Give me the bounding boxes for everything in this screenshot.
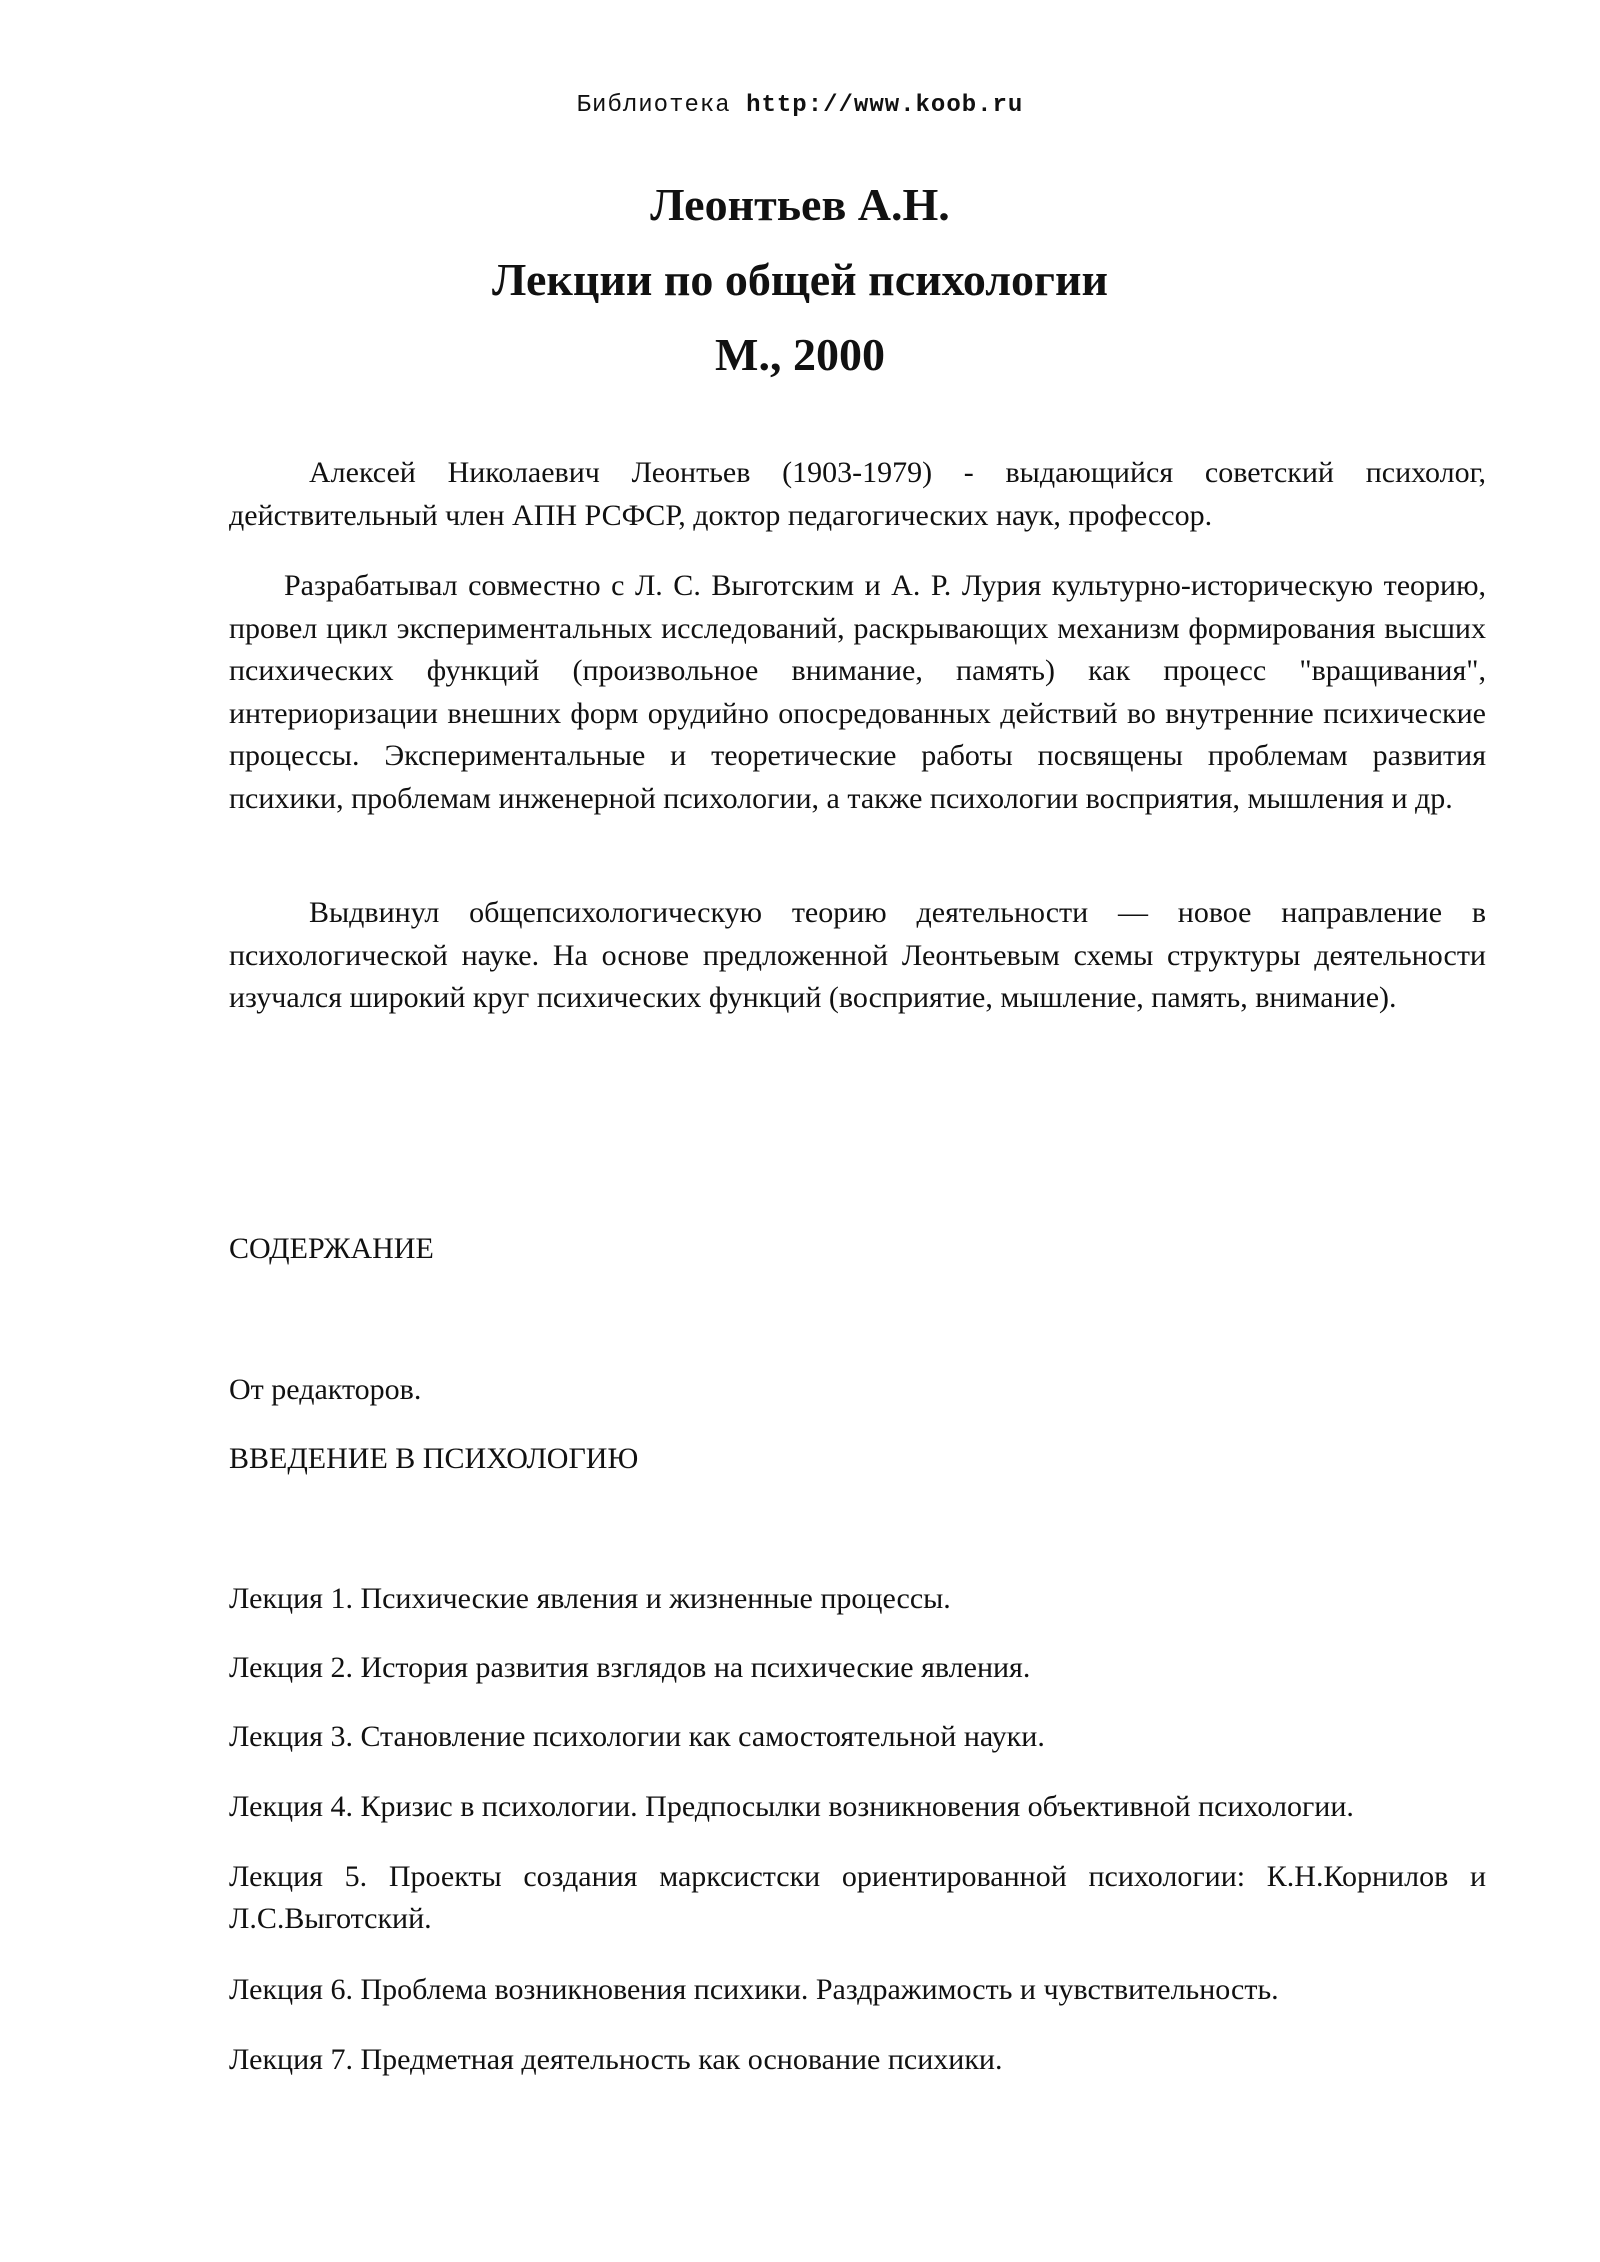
toc-lecture-1[interactable]: Лекция 1. Психические явления и жизненные процессы. xyxy=(229,1582,951,1615)
toc-lecture-2[interactable]: Лекция 2. История развития взглядов на психические явления. xyxy=(229,1651,1031,1684)
toc-lecture-3[interactable]: Лекция 3. Становление психологии как самостоятельной науки. xyxy=(229,1720,1045,1753)
library-header xyxy=(0,92,1600,119)
intro-paragraph-2: Разрабатывал совместно с Л. С. Выготским и А. Р. Лурия культурно-историческую теорию, провел цикл экспериментальных исследований, раскрывающих механизм формирования высших психических функций (произвольное внимание, память) как процесс "вращивания", интериоризации внешних форм орудийно опосредованных действий во внутренние психические процессы. Экспериментальные и теоретические работы посвящены проблемам развития психики, проблемам инженерной психологии, а также психологии восприятия, мышления и др. xyxy=(229,569,1486,815)
toc-lecture-4[interactable]: Лекция 4. Кризис в психологии. Предпосылки возникновения объективной психологии. xyxy=(229,1790,1354,1823)
library-url[interactable]: http://www.koob.ru xyxy=(746,92,1024,119)
book-title: Лекции по общей психологии xyxy=(492,254,1108,305)
toc-editors[interactable]: От редакторов. xyxy=(229,1373,422,1406)
intro-paragraph-3: Выдвинул общепсихологическую теорию деятельности — новое направление в психологической науке. На основе предложенной Леонтьевым схемы структуры деятельности изучался широкий круг психических функций (восприятие, мышление, память, внимание). xyxy=(229,896,1486,1014)
toc-section-intro[interactable]: ВВЕДЕНИЕ В ПСИХОЛОГИЮ xyxy=(229,1442,639,1475)
toc-lecture-7[interactable]: Лекция 7. Предметная деятельность как основание психики. xyxy=(229,2043,1003,2076)
contents-heading: СОДЕРЖАНИЕ xyxy=(229,1232,434,1265)
author-title: Леонтьев А.Н. xyxy=(650,179,950,230)
toc-lecture-5[interactable]: Лекция 5. Проекты создания марксистски ориентированной психологии: К.Н.Корнилов и Л.С.Выготский. xyxy=(229,1860,1486,1935)
imprint-title: М., 2000 xyxy=(715,329,885,380)
library-label: Библиотека xyxy=(576,92,731,119)
toc-lecture-6[interactable]: Лекция 6. Проблема возникновения психики. Раздражимость и чувствительность. xyxy=(229,1973,1279,2006)
intro-paragraph-1: Алексей Николаевич Леонтьев (1903-1979) - выдающийся советский психолог, действительный член АПН РСФСР, доктор педагогических наук, профессор. xyxy=(229,456,1486,532)
